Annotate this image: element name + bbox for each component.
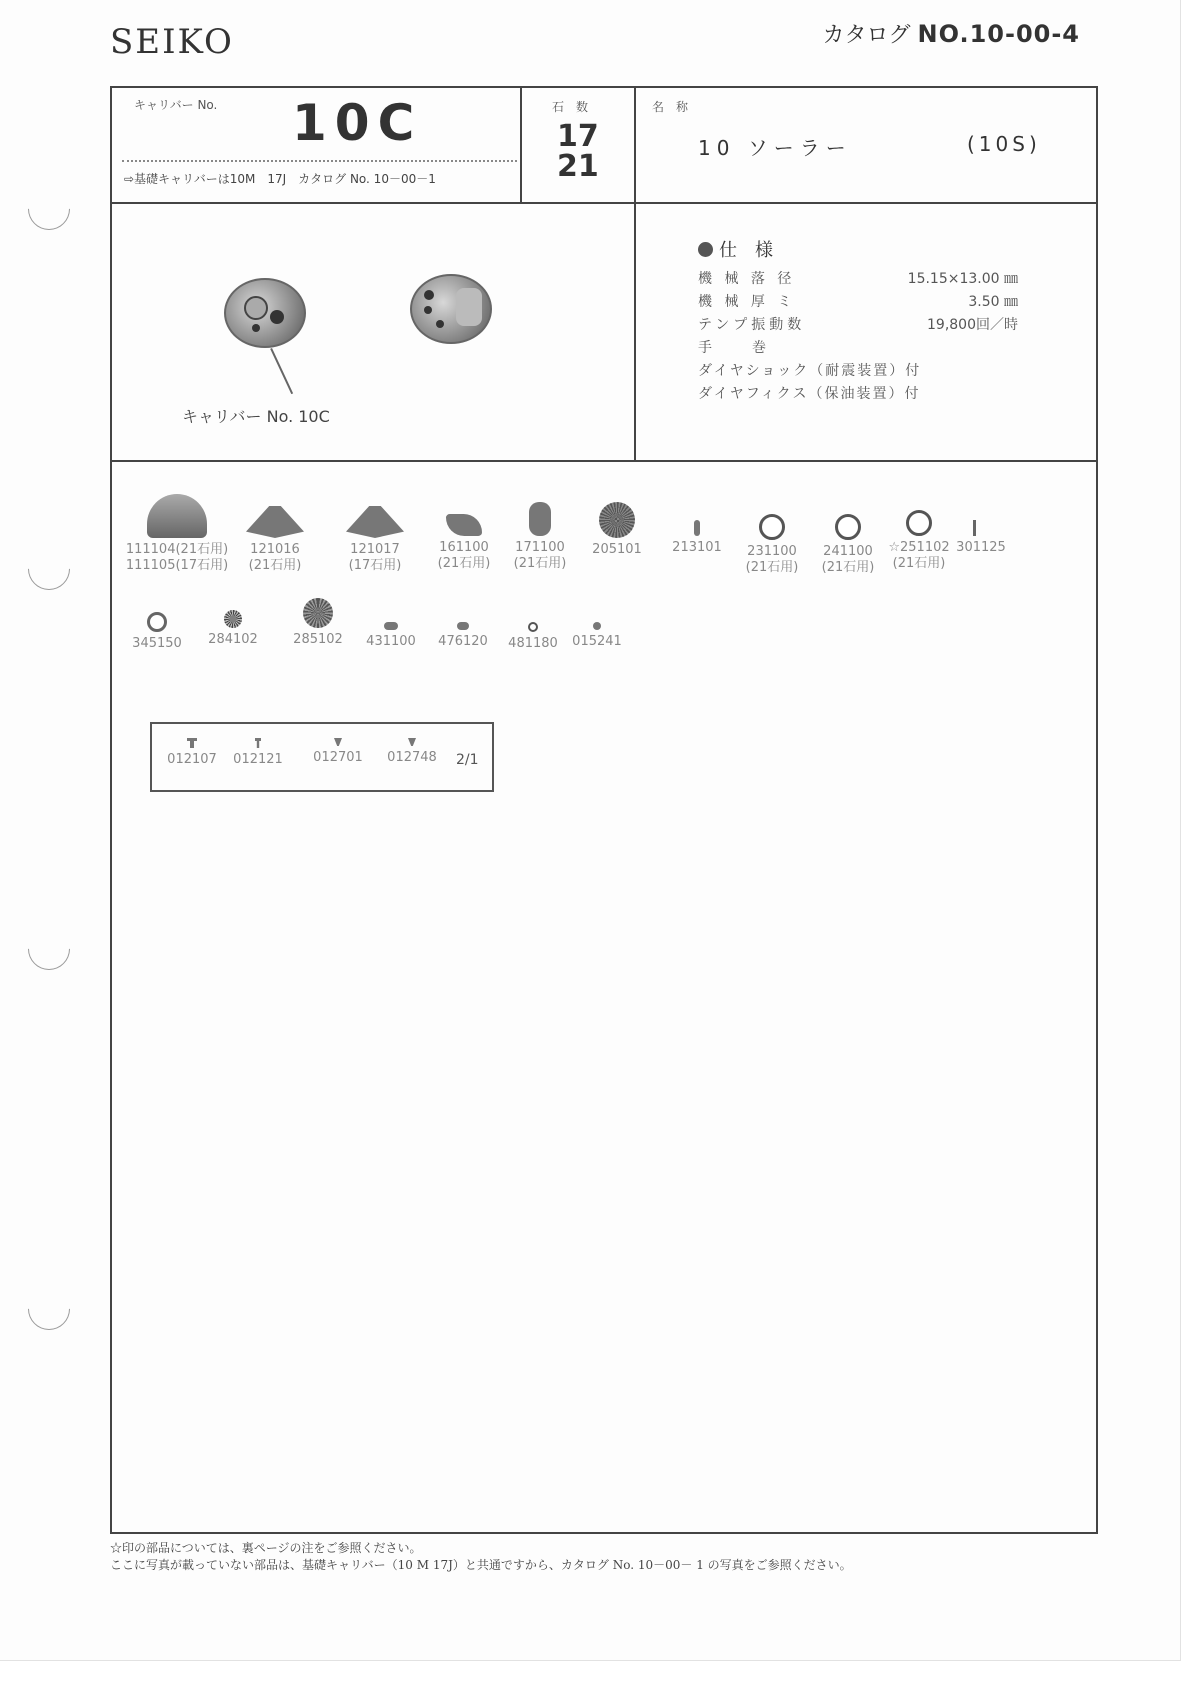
- part-item: 231100 (21石用): [732, 500, 812, 576]
- gear-icon: [224, 610, 242, 628]
- screw-item: 012701: [308, 738, 368, 766]
- part-item: 345150: [122, 612, 192, 652]
- part-item: 121016 (21石用): [230, 506, 320, 574]
- part-item: 481180: [498, 622, 568, 652]
- catalog-no: NO.10-00-4: [917, 20, 1080, 48]
- footer-line: ここに写真が載っていない部品は、基礎キャリバー（10 M 17J）と共通ですから、カタログ No. 10－00－ 1 の写真をご参照ください。: [110, 1558, 852, 1572]
- screw-icon: [255, 738, 261, 748]
- wheel-icon: [835, 514, 861, 540]
- part-item: 111104(21石用) 111105(17石用): [122, 494, 232, 574]
- part-item: 161100 (21石用): [424, 514, 504, 572]
- part-item: 285102: [278, 598, 358, 648]
- movement-photo-back: [410, 274, 492, 344]
- screw-icon: [334, 738, 342, 746]
- model-code: (10S): [967, 132, 1041, 156]
- bridge-part-icon: [346, 506, 404, 538]
- model-name: 10 ソーラー: [698, 136, 852, 160]
- part-item: 301125: [946, 520, 1016, 556]
- gear-icon: [303, 598, 333, 628]
- name-label: 名 称: [652, 100, 689, 114]
- jewel-icon: [593, 622, 601, 630]
- screws-fraction: 2/1: [456, 752, 479, 768]
- part-item: 015241: [562, 622, 632, 650]
- footer-line: ☆印の部品については、裏ページの注をご参照ください。: [110, 1541, 422, 1555]
- catalog-prefix: カタログ: [822, 23, 911, 48]
- divider: [112, 202, 1096, 204]
- jewels-values: [557, 119, 599, 184]
- base-caliber-note: ⇨基礎キャリバーは10M 17J カタログ No. 10－00－1: [124, 172, 436, 186]
- screw-icon: [408, 738, 416, 746]
- lever-part-icon: [446, 514, 482, 536]
- pinion-icon: [457, 622, 469, 630]
- part-item: 241100 (21石用): [808, 500, 888, 576]
- catalog-frame: キャリバー No. 10C ⇨基礎キャリバーは10M 17J カタログ No. 10－00－1 石 数 17 21 名 称 10 ソーラー (10S) キャリバー No. 10C 仕 様 機 械 落 径 15.15×13.00 ㎜ 機 械 厚 ミ 3.50 ㎜ テンプ振動数 19,800回／時 手 巻 ダイヤショック（耐震装置）付 ダイヤフィクス（保油装置）付 111104(21石用) 111105(17石用) 121016 (21石用) 121017 (17石用) 161100 (21石用) 171100 (21石用) 205101 213101 231100 (21石用) 241100 (21石用) ☆251102 (21石用) 301125 345150 284102 285102 431100 476120 481180 015241 012107 012121 012701 012748 2/1: [110, 86, 1098, 1534]
- brand-logo: SEIKO: [110, 22, 234, 62]
- binder-hole: [19, 919, 78, 978]
- wheel-icon: [906, 510, 932, 536]
- footer-notes: [110, 1540, 1100, 1574]
- caption-arrow: [270, 348, 293, 394]
- bridge-part-icon: [246, 506, 304, 538]
- screw-item: 012121: [228, 738, 288, 768]
- bridge-part-icon: [147, 494, 207, 538]
- part-item: 121017 (17石用): [330, 506, 420, 574]
- arbor-icon: [694, 520, 700, 536]
- wheel-icon: [759, 514, 785, 540]
- part-item: 171100 (21石用): [500, 502, 580, 572]
- catalog-number: [822, 18, 1080, 49]
- screws-box: [150, 722, 494, 792]
- pinion-icon: [384, 622, 398, 630]
- part-item: 213101: [662, 520, 732, 556]
- caliber-label: キャリバー No.: [134, 98, 218, 112]
- binder-hole: [19, 1279, 78, 1338]
- screw-icon: [187, 738, 197, 748]
- caliber-number: 10C: [292, 94, 423, 152]
- spec-title-text: 仕 様: [719, 240, 773, 261]
- part-item: 431100: [356, 622, 426, 650]
- divider: [634, 88, 636, 460]
- jewels-label: 石 数: [552, 100, 589, 114]
- part-item: 205101: [582, 502, 652, 558]
- spec-title: [698, 236, 773, 262]
- screw-item: 012748: [382, 738, 442, 766]
- screw-item: 012107: [162, 738, 222, 768]
- movement-photo-front: [224, 278, 306, 348]
- jewels-21: 21: [557, 149, 599, 184]
- part-item: 476120: [428, 622, 498, 650]
- cock-part-icon: [529, 502, 551, 536]
- movement-caption: キャリバー No. 10C: [182, 407, 330, 426]
- binder-hole: [19, 179, 78, 238]
- barrel-icon: [599, 502, 635, 538]
- bullet-dot-icon: [698, 242, 713, 257]
- divider: [520, 88, 522, 202]
- divider: [112, 460, 1096, 462]
- part-item: 284102: [198, 610, 268, 648]
- dotted-separator: [122, 160, 517, 162]
- jewels-17: 17: [557, 119, 599, 154]
- part-item: ☆251102 (21石用): [874, 500, 964, 572]
- binder-hole: [19, 539, 78, 598]
- setting-lever-icon: [973, 520, 990, 536]
- ring-icon: [147, 612, 167, 632]
- jewel-icon: [528, 622, 538, 632]
